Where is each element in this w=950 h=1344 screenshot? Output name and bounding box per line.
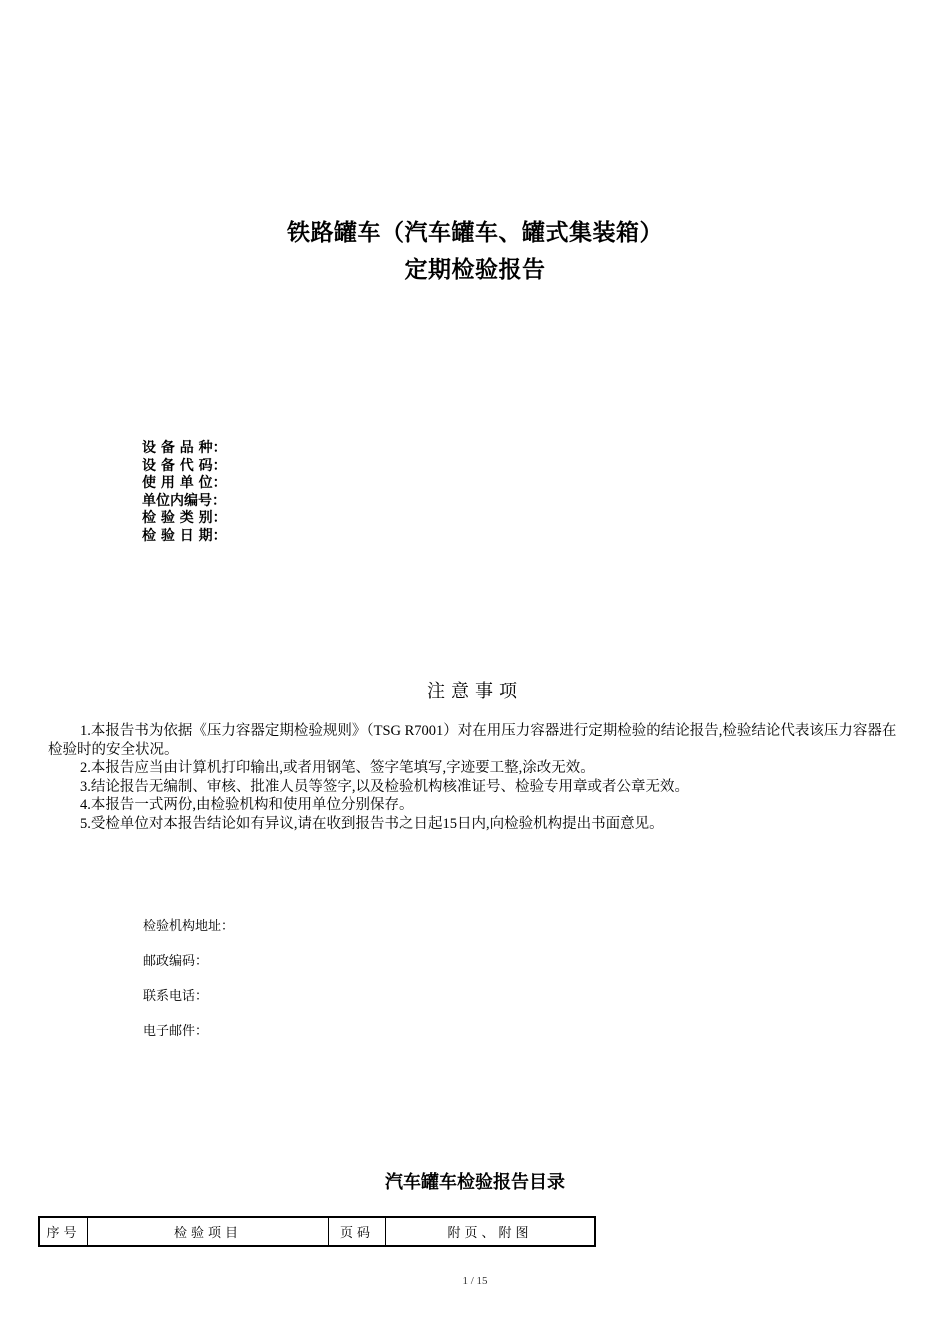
notice-list (48, 722, 910, 833)
inspection-date-label: 检 验 日 期： (142, 527, 227, 544)
institution-address-label: 检验机构地址： (143, 918, 235, 933)
inspection-category-label: 检 验 类 别： (142, 510, 227, 526)
equipment-code-label: 设 备 代 码： (142, 457, 227, 474)
user-unit-label: 使 用 单 位： (142, 475, 227, 491)
notice-item: 5.受检单位对本报告结论如有异议,请在收到报告书之日起15日内,向检验机构提出书面意见。 (80, 815, 664, 832)
toc-col-item: 检验项目 (88, 1217, 329, 1246)
phone-label: 联系电话： (143, 988, 209, 1003)
email-label: 电子邮件： (143, 1023, 209, 1038)
notice-item: 3.结论报告无编制、审核、批准人员等签字,以及检验机构核准证号、检验专用章或者公章无效。 (80, 778, 689, 795)
toc-col-page: 页码 (329, 1217, 386, 1246)
contact-info-block (143, 916, 234, 1056)
report-title-line2: 定期检验报告 (404, 257, 546, 283)
notice-heading: 注意事项 (427, 681, 523, 701)
toc-header-row (39, 1217, 595, 1246)
postal-code-label: 邮政编码： (143, 953, 209, 968)
toc-col-attachment: 附页、附图 (386, 1217, 596, 1246)
toc-col-index: 序号 (39, 1217, 88, 1246)
toc-table (38, 1216, 596, 1247)
notice-item: 2.本报告应当由计算机打印输出,或者用钢笔、签字笔填写,字迹要工整,涂改无效。 (80, 760, 595, 776)
report-title-line1: 铁路罐车（汽车罐车、罐式集装箱） (287, 220, 663, 246)
page-number: 1 / 15 (462, 1275, 488, 1287)
notice-item: 1.本报告书为依据《压力容器定期检验规则》（TSG R7001）对在用压力容器进行定期检验的结论报告,检验结论代表该压力容器在检验时的安全状况。 (48, 723, 897, 758)
unit-internal-number-label: 单位内编号： (142, 492, 226, 509)
equipment-info-block (142, 440, 227, 545)
notice-item: 4.本报告一式两份,由检验机构和使用单位分别保存。 (80, 797, 414, 813)
equipment-type-label: 设 备 品 种： (142, 440, 227, 456)
toc-heading: 汽车罐车检验报告目录 (385, 1172, 565, 1193)
